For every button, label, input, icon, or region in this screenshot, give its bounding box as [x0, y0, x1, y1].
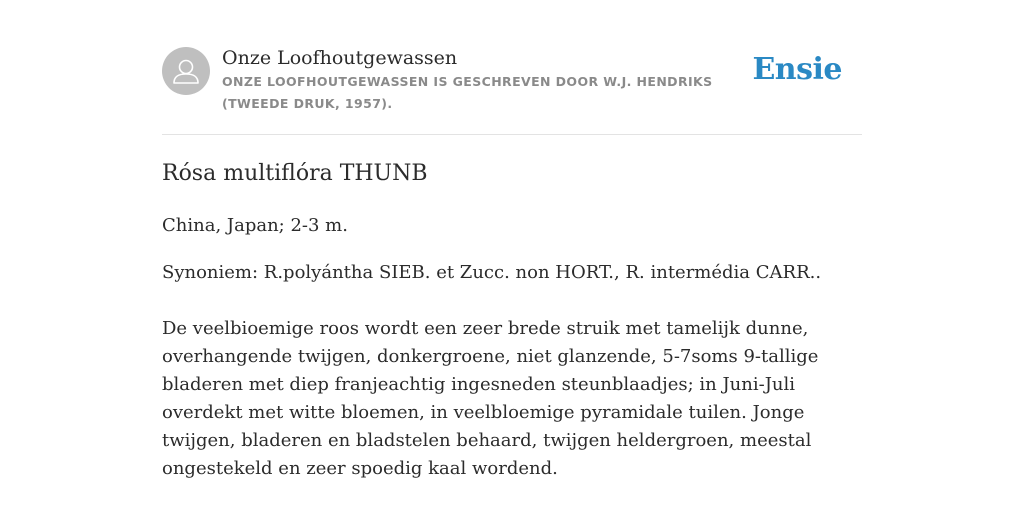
entry-paragraph-origin: China, Japan; 2-3 m.: [162, 215, 348, 236]
user-icon-graphic: [162, 47, 210, 95]
ensie-logo[interactable]: Ensie: [752, 52, 842, 87]
source-description: ONZE LOOFHOUTGEWASSEN IS GESCHREVEN DOOR W.J. HENDRIKS (TWEEDE DRUK, 1957).: [222, 74, 713, 111]
user-icon[interactable]: [162, 47, 210, 95]
source-header: [162, 0, 862, 135]
entry-title: Rósa multiflóra THUNB: [162, 161, 428, 186]
entry-paragraph-synonyms: Synoniem: R.polyántha SIEB. et Zucc. non HORT., R. intermédia CARR..: [162, 262, 822, 283]
entry-paragraph-description: De veelbioemige roos wordt een zeer brede struik met tamelijk dunne, overhangende twijgen, donkergroene, niet glanzende, 5-7soms 9-tallige bladeren met diep franjeachtig ingesneden steunblaadjes; in Juni-Juli overdekt met witte bloemen, in veelbloemige pyramidale tuilen. Jonge twijgen, bladeren en bladstelen behaard, twijgen heldergroen, meestal ongestekeld en zeer spoedig kaal wordend.: [162, 318, 819, 479]
page: [162, 0, 862, 479]
source-title[interactable]: Onze Loofhoutgewassen: [222, 47, 458, 69]
